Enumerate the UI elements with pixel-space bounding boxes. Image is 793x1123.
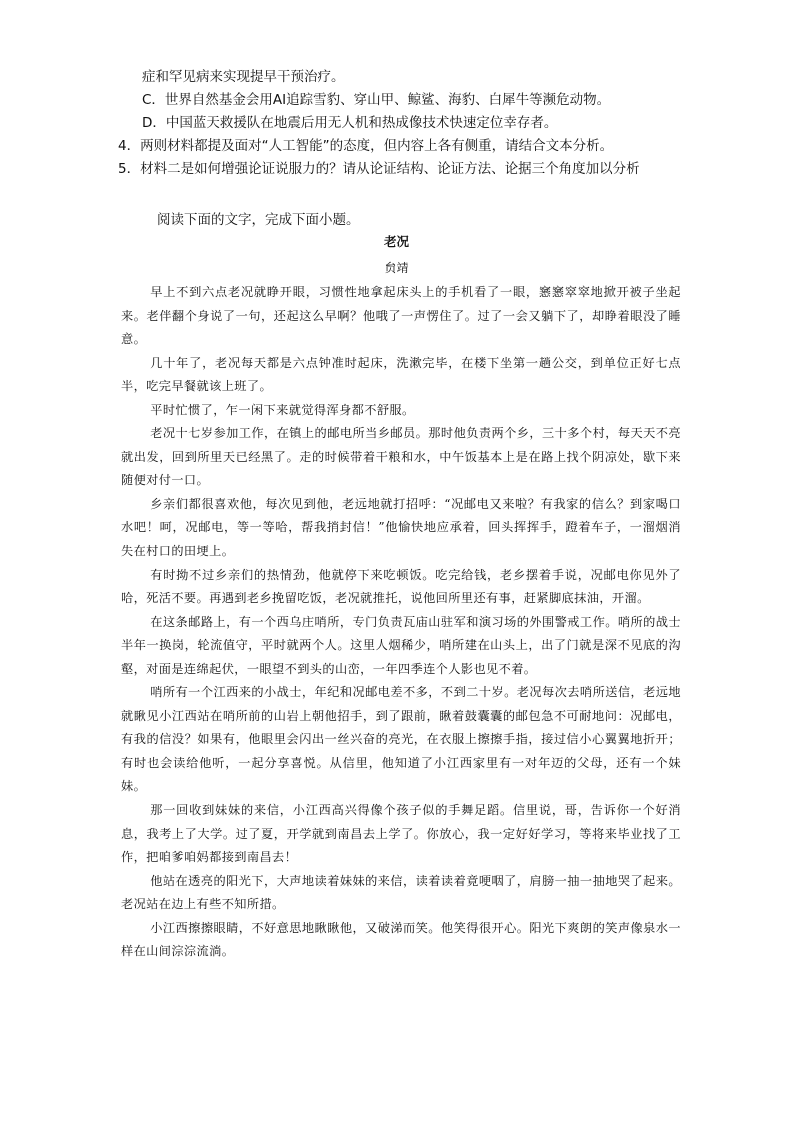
story-paragraph: 几十年了，老况每天都是六点钟准时起床，洗漱完毕，在楼下坐第一趟公交，到单位正好七点半，吃完早餐就该上班了。 (121, 355, 681, 394)
question-line: 5．材料二是如何增强论证说服力的？请从论证结构、论证方法、论据三个角度加以分析 (118, 161, 640, 177)
question-line: 症和罕见病来实现提早干预治疗。 (142, 69, 345, 85)
story-paragraph: 乡亲们都很喜欢他，每次见到他，老远地就打招呼：“况邮电又来啦？有我家的信么？到家喝口水吧！呵，况邮电，等一等哈，帮我捎封信！”他愉快地应承着，回头挥挥手，蹬着车子，一溜烟消失在村口的田埂上。 (121, 496, 681, 559)
question-block (118, 66, 678, 181)
story-author: 贠靖 (384, 261, 409, 275)
story-paragraph: 哨所有一个江西来的小战士，年纪和况邮电差不多，不到二十岁。老况每次去哨所送信，老远地就瞅见小江西站在哨所前的山岩上朝他招手，到了跟前，瞅着鼓囊囊的邮包急不可耐地问：况邮电，有我的信没？如果有，他眼里会闪出一丝兴奋的亮光，在衣服上擦擦手指，接过信小心翼翼地折开；有时也会读给他听，一起分享喜悦。从信里，他知道了小江西家里有一对年迈的父母，还有一个妹妹。 (121, 685, 681, 794)
question-line: 4．两则材料都提及面对“人工智能”的态度，但内容上各有侧重，请结合文本分析。 (118, 138, 614, 154)
story-paragraph: 在这条邮路上，有一个西乌庄哨所，专门负责瓦庙山驻军和演习场的外围警戒工作。哨所的战士半年一换岗，轮流值守，平时就两个人。这里人烟稀少，哨所建在山头上，出了门就是深不见底的沟壑，对面是连绵起伏，一眼望不到头的山峦，一年四季连个人影也见不着。 (121, 614, 681, 676)
story-paragraph: 早上不到六点老况就睁开眼，习惯性地拿起床头上的手机看了一眼，窸窸窣窣地掀开被子坐起来。老伴翻个身说了一句，还起这么早啊？他哦了一声愣住了。过了一会又躺下了，却睁着眼没了睡意。 (121, 285, 681, 347)
story-paragraph: 老况十七岁参加工作，在镇上的邮电所当乡邮员。那时他负责两个乡，三十多个村，每天天不亮就出发，回到所里天已经黑了。走的时候带着干粮和水，中午饭基本上是在路上找个阴凉处，歇下来随便对付一口。 (121, 426, 681, 488)
story-paragraph: 平时忙惯了，乍一闲下来就觉得浑身都不舒服。 (150, 402, 415, 417)
story-body (121, 281, 681, 964)
story-paragraph: 那一回收到妹妹的来信，小江西高兴得像个孩子似的手舞足蹈。信里说，哥，告诉你一个好消息，我考上了大学。过了夏，开学就到南昌去上学了。你放心，我一定好好学习，等将来毕业找了工作，把咱爹咱妈都接到南昌去！ (121, 803, 681, 865)
question-line: D．中国蓝天救援队在地震后用无人机和热成像技术快速定位幸存者。 (142, 115, 558, 131)
story-title: 老况 (383, 234, 409, 249)
story-paragraph: 他站在透亮的阳光下，大声地读着妹妹的来信，读着读着竟哽咽了，肩膀一抽一抽地哭了起来。老况站在边上有些不知所措。 (121, 873, 681, 912)
question-line: C．世界自然基金会用AI追踪雪豹、穿山甲、鲸鲨、海豹、白犀牛等濒危动物。 (142, 92, 611, 108)
story-paragraph: 有时拗不过乡亲们的热情劲，他就停下来吃顿饭。吃完给钱，老乡摆着手说，况邮电你见外了哈，死活不要。再遇到老乡挽留吃饭，老况就推托，说他回所里还有事，赶紧脚底抹油，开溜。 (121, 567, 681, 606)
story-paragraph: 小江西擦擦眼睛，不好意思地瞅瞅他，又破涕而笑。他笑得很开心。阳光下爽朗的笑声像泉水一样在山间淙淙流淌。 (121, 920, 681, 959)
reading-instruction: 阅读下面的文字，完成下面小题。 (157, 212, 360, 228)
